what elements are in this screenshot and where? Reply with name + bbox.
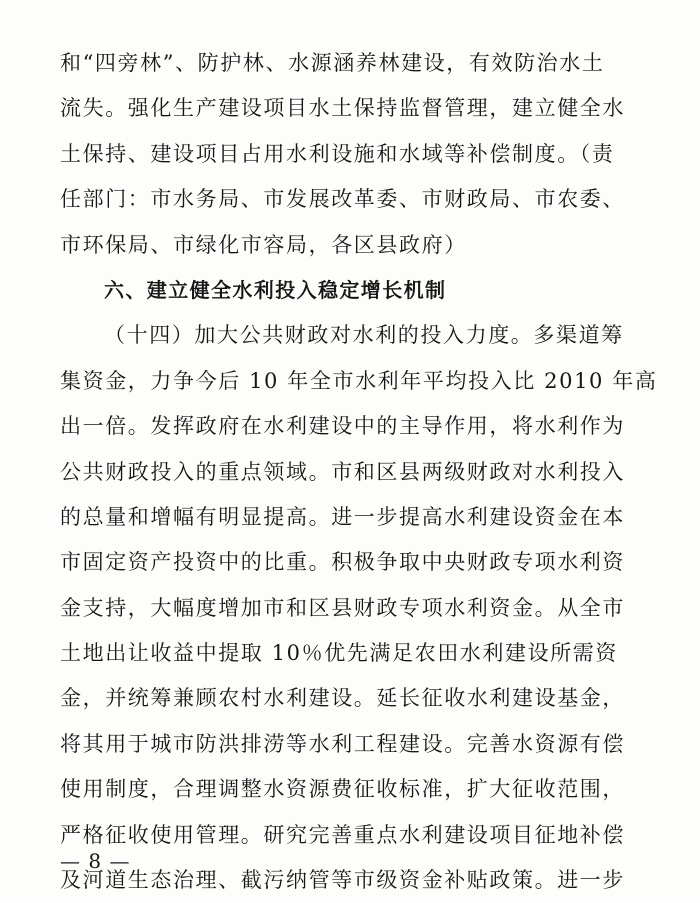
paragraph-line: 及河道生态治理、截污纳管等市级资金补贴政策。进一步 bbox=[60, 868, 625, 893]
paragraph-line: 市固定资产投资中的比重。积极争取中央财政专项水利资 bbox=[60, 550, 625, 575]
paragraph-line: 集资金，力争今后 10 年全市水利年平均投入比 2010 年高 bbox=[60, 368, 658, 393]
section-heading: 六、建立健全水利投入稳定增长机制 bbox=[104, 277, 447, 302]
paragraph-line: 出一倍。发挥政府在水利建设中的主导作用，将水利作为 bbox=[60, 414, 625, 439]
paragraph-line: 公共财政投入的重点领域。市和区县两级财政对水利投入 bbox=[60, 459, 625, 484]
paragraph-line: 金，并统筹兼顾农村水利建设。延长征收水利建设基金， bbox=[60, 686, 625, 711]
paragraph-line: 的总量和增幅有明显提高。进一步提高水利建设资金在本 bbox=[60, 504, 625, 529]
body-text bbox=[60, 41, 658, 903]
body-line: 和“四旁林”、防护林、水源涵养林建设，有效防治水土 bbox=[60, 51, 605, 75]
body-line: 任部门：市水务局、市发展改革委、市财政局、市农委、 bbox=[60, 187, 625, 212]
body-line: 流失。强化生产建设项目水土保持监督管理，建立健全水 bbox=[60, 96, 625, 121]
paragraph-line: 土地出让收益中提取 10％优先满足农田水利建设所需资 bbox=[60, 641, 618, 666]
paragraph-line: 将其用于城市防洪排涝等水利工程建设。完善水资源有偿 bbox=[60, 731, 625, 756]
paragraph-line: 金支持，大幅度增加市和区县财政专项水利资金。从全市 bbox=[60, 595, 625, 620]
page-number: — 8 — bbox=[60, 849, 131, 873]
paragraph-line: 严格征收使用管理。研究完善重点水利建设项目征地补偿 bbox=[60, 822, 625, 847]
paragraph-line: 使用制度，合理调整水资源费征收标准，扩大征收范围， bbox=[60, 777, 625, 802]
paragraph-line: （十四）加大公共财政对水利的投入力度。多渠道筹 bbox=[104, 323, 624, 348]
body-line: 土保持、建设项目占用水利设施和水域等补偿制度。（责 bbox=[60, 141, 615, 166]
body-line: 市环保局、市绿化市容局，各区县政府） bbox=[60, 232, 467, 257]
